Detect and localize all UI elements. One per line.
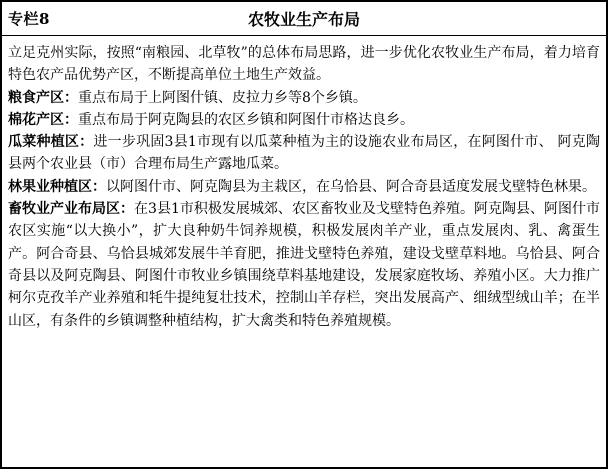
- section-text: 进一步巩固3县1市现有以瓜菜种植为主的设施农业布局区，在阿图什市、 阿克陶县两个农业县（市）合理布局生产露地瓜菜。: [8, 134, 600, 173]
- section-label: 粮食产区：: [8, 89, 78, 106]
- column-number: 专栏8: [8, 10, 50, 28]
- section-label: 畜牧业产业布局区：: [8, 201, 135, 218]
- column-body: [2, 36, 606, 332]
- section-text: 重点布局于上阿图什镇、皮拉力乡等8个乡镇。: [78, 89, 367, 106]
- section-grain: [8, 87, 600, 109]
- intro-paragraph: 立足克州实际，按照“南粮园、北草牧”的总体布局思路，进一步优化农牧业生产布局，着力培育特色农产品优势产区，不断提高单位土地生产效益。: [8, 45, 600, 84]
- section-label: 棉花产区：: [8, 111, 78, 128]
- section-melon-vegetable: [8, 131, 600, 176]
- section-label: 林果业种植区：: [8, 178, 106, 195]
- section-livestock: [8, 198, 600, 332]
- section-text: 在3县1市积极发展城郊、农区畜牧业及戈壁特色养殖。阿克陶县、阿图什市农区实施“以大换小”，扩大良种奶牛饲养规模，积极发展肉羊产业，重点发展肉、乳、禽蛋生产。阿合奇县、乌恰县城郊发展牛羊育肥，推进戈壁特色养殖，建设戈壁草料地。乌恰县、阿合奇县以及阿克陶县、阿图什市牧业乡镇围绕草料基地建设，发展家庭牧场、养殖小区。大力推广柯尔克孜羊产业养殖和牦牛提纯复壮技术，控制山羊存栏，突出发展高产、细绒型绒山羊；在半山区，有条件的乡镇调整种植结构，扩大禽类和特色养殖规模。: [8, 201, 601, 329]
- column-title: 农牧业生产布局: [247, 10, 360, 29]
- section-forest-fruit: [8, 176, 600, 198]
- section-text: 以阿图什市、阿克陶县为主栽区，在乌恰县、阿合奇县适度发展戈壁特色林果。: [106, 178, 596, 195]
- column-header: [2, 2, 606, 36]
- section-cotton: [8, 109, 600, 131]
- section-label: 瓜菜种植区：: [8, 134, 94, 151]
- section-text: 重点布局于阿克陶县的农区乡镇和阿图什市格达良乡。: [78, 111, 414, 128]
